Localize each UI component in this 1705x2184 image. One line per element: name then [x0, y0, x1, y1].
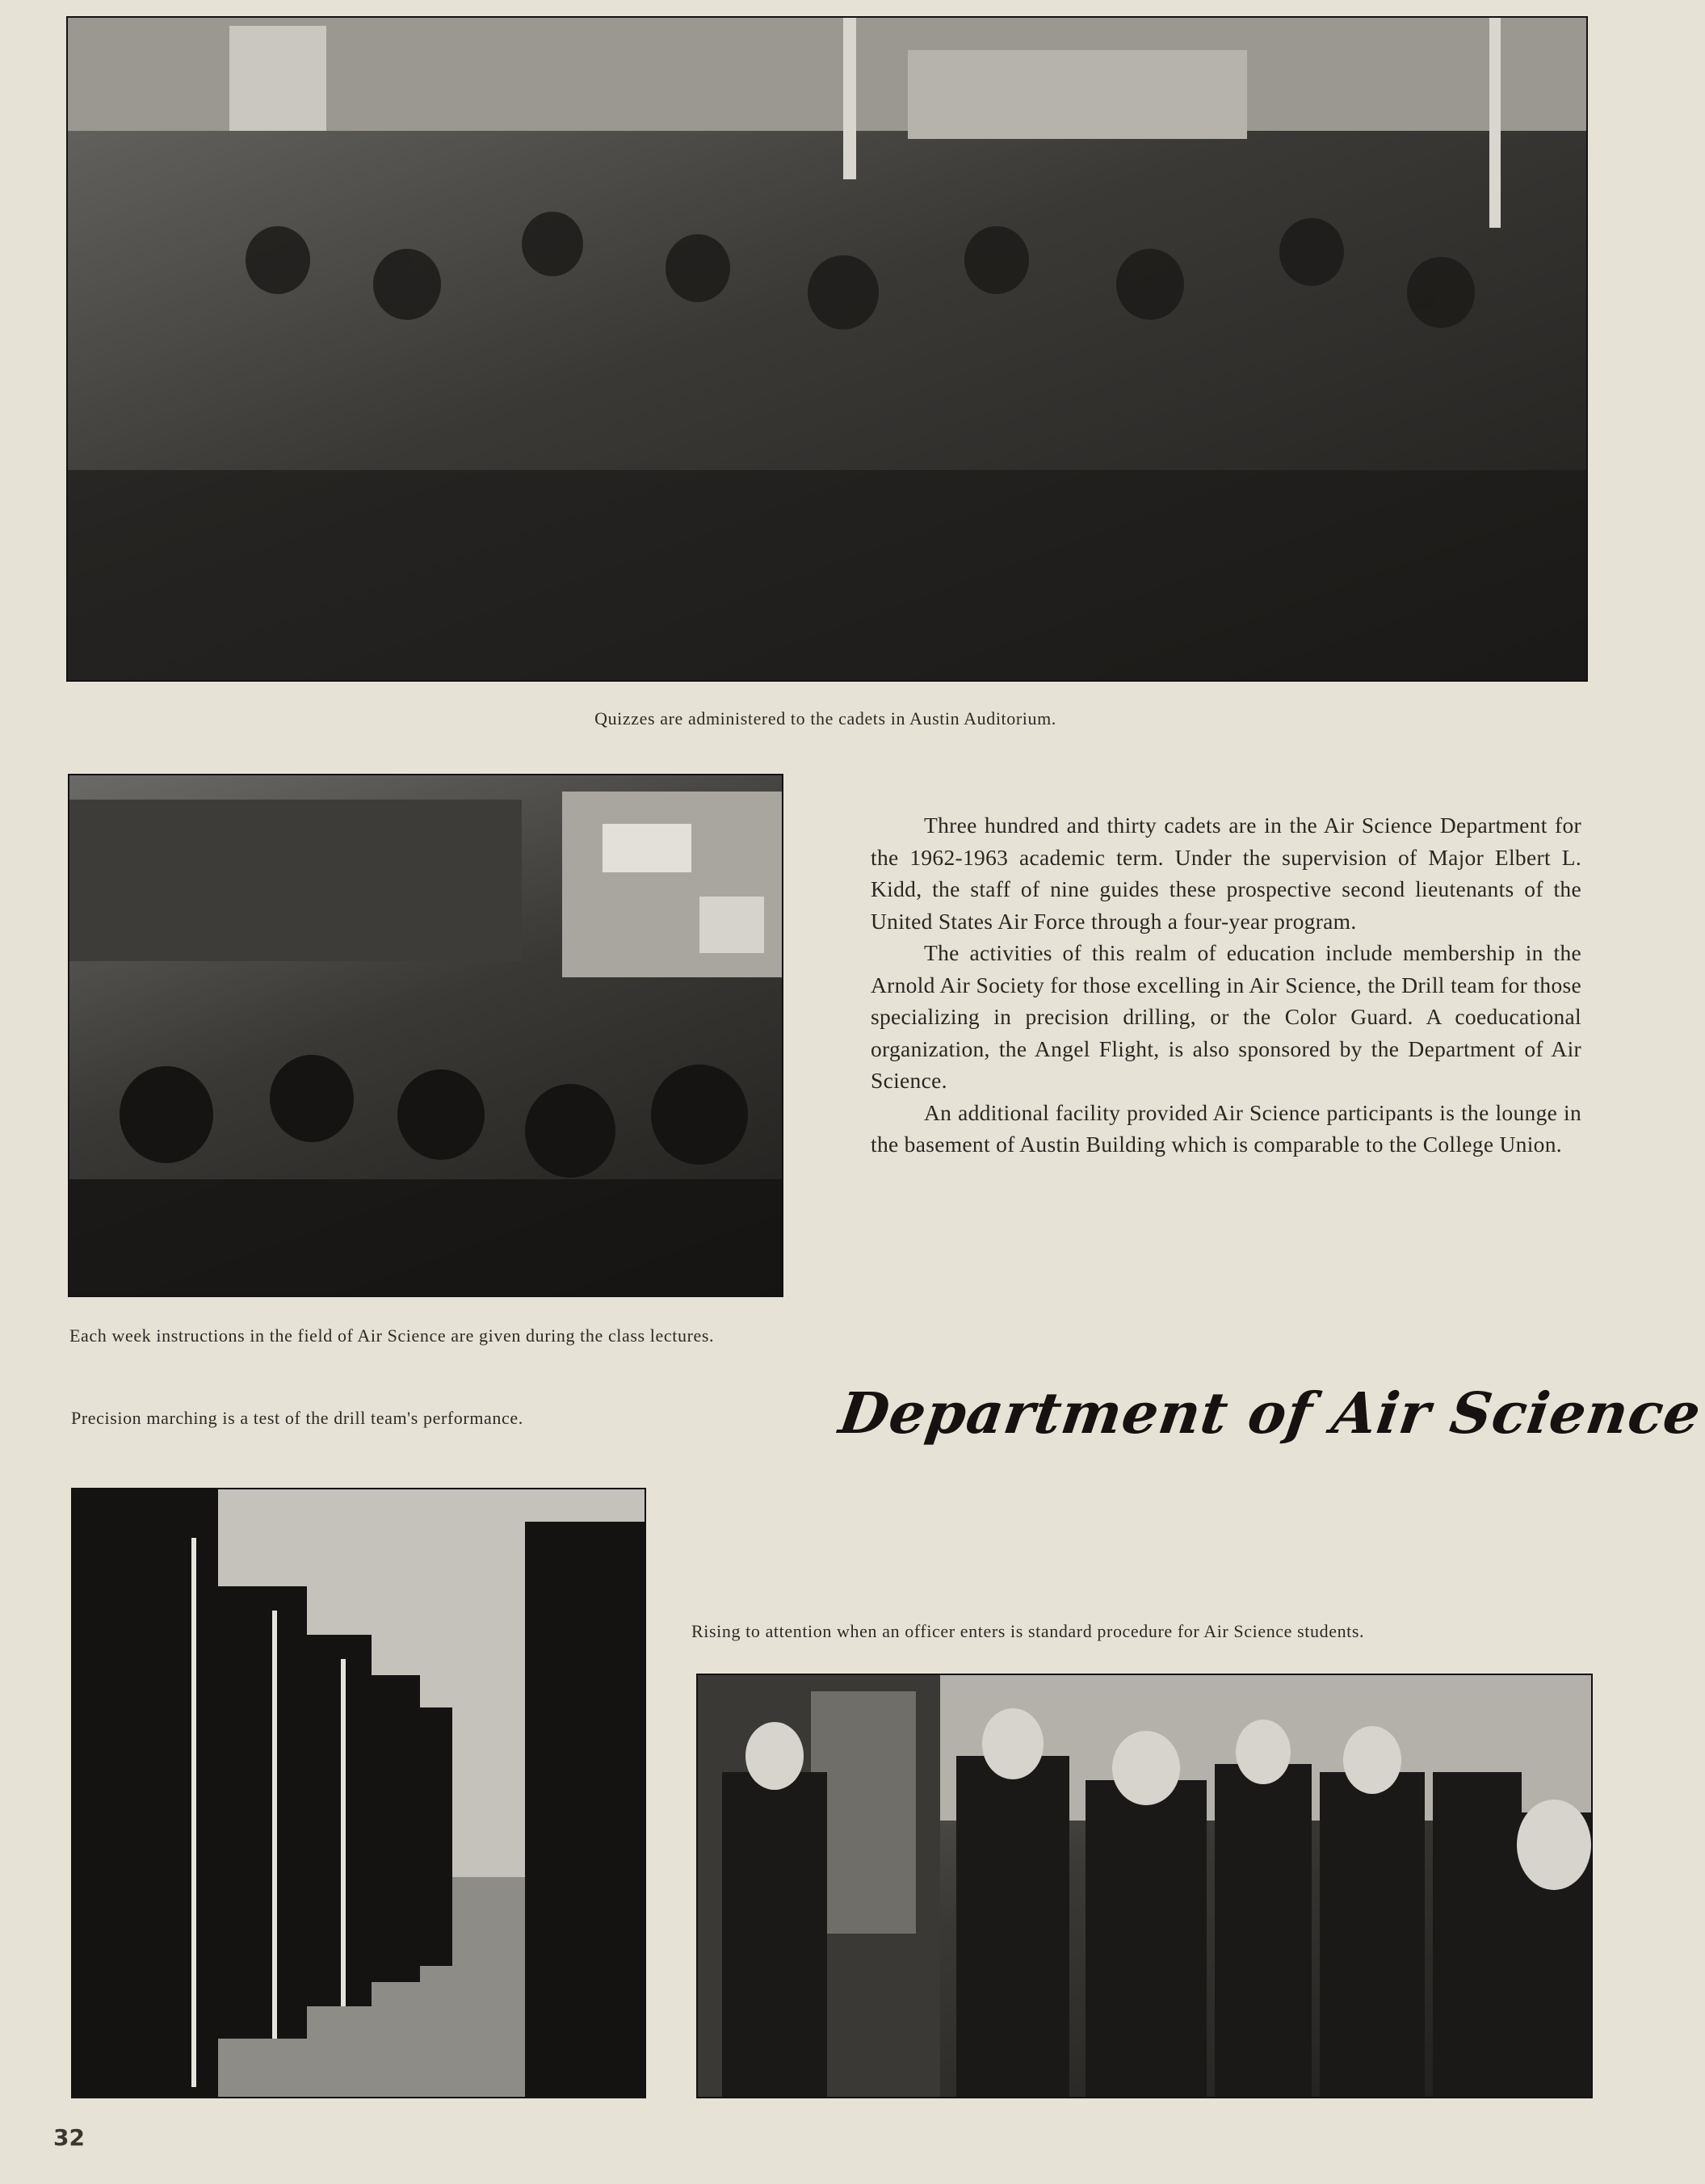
auditorium-photo [66, 16, 1588, 682]
classroom-caption: Each week instructions in the field of Air Science are given during the class lectures. [69, 1325, 715, 1346]
attention-caption: Rising to attention when an officer enters is standard procedure for Air Science students. [691, 1621, 1365, 1641]
page-title: Department of Air Science [835, 1380, 1705, 1447]
attention-photo [696, 1674, 1593, 2098]
drill-caption: Precision marching is a test of the drill team's performance. [71, 1408, 523, 1428]
auditorium-caption: Quizzes are administered to the cadets in Austin Auditorium. [594, 708, 1056, 729]
page-number: 32 [53, 2124, 85, 2151]
classroom-photo [68, 774, 783, 1297]
article-body [871, 809, 1581, 1161]
drill-team-photo [71, 1488, 646, 2098]
article-paragraph: The activities of this realm of education include membership in the Arnold Air Society for those excelling in Air Science, the Drill team for those specializing in precision drilling, or the Color Guard. A coeducational organization, the Angel Flight, is also sponsored by the Department of Air Science. [871, 940, 1581, 1093]
article-paragraph: An additional facility provided Air Science participants is the lounge in the basement of Austin Building which is comparable to the College Union. [871, 1099, 1581, 1157]
article-paragraph: Three hundred and thirty cadets are in the Air Science Department for the 1962-1963 academic term. Under the supervision of Major Elbert L. Kidd, the staff of nine guides these prospective second lieutenants of the United States Air Force through a four-year program. [871, 813, 1581, 934]
